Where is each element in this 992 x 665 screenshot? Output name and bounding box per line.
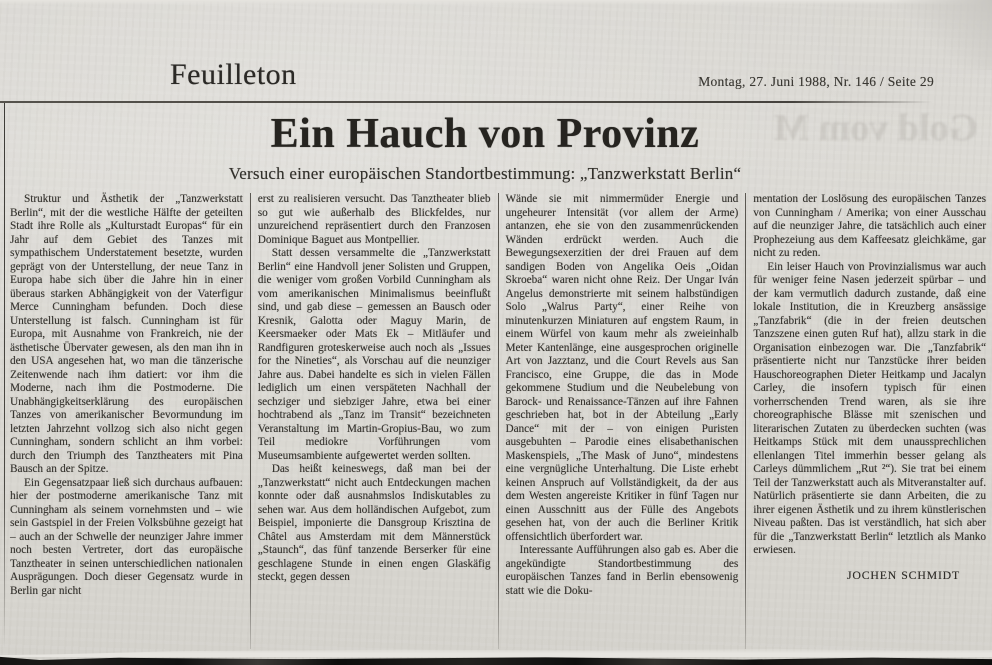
column-divider	[250, 193, 251, 649]
header-divider	[0, 101, 933, 103]
paragraph: Statt dessen versammelte die „Tanzwerkstatt Berlin“ eine Handvoll jener Solisten und Gruppen, die weniger vom großen Vorbild Cunningham als vom amerikanischen Minimalismus beeinflußt sind, und gab diese – gemessen an Bausch oder Kresnik, Galotta oder Maguy Marin, de Keersmaeker oder Mats Ek – Mitläufer und Randfiguren groteskerweise auch noch als „Issues for the Nineties“, als Vorschau auf die neunziger Jahre aus. Dabei handelte es sich in vielen Fällen lediglich um einen verspäteten Nachhall der sechziger und siebziger Jahre, etwa bei einer hochtrabend als „Tanz im Transit“ bezeichneten Veranstaltung im Martin-Gropius-Bau, wo zum Teil mediokre Vorführungen vom Museumsambiente aufgewertet werden sollten.	[257, 247, 491, 462]
article-subhead: Versuch einer europäischen Standortbestimmung: „Tanzwerkstatt Berlin“	[228, 164, 742, 183]
article-column-2	[258, 193, 491, 651]
section-title: Feuilleton	[170, 58, 297, 91]
paper-corner-shade	[872, 0, 992, 70]
column-divider	[498, 193, 499, 649]
paragraph: Das heißt keineswegs, daß man bei der „Tanzwerkstatt“ nicht auch Entdeckungen machen konnte oder daß ausnahmslos Indiskutables zu sehen war. Aus dem holländischen Aufgebot, zum Beispiel, imponierte die Dansgroup Krisztina de Châtel aus Amsterdam mit dem Männerstück „Staunch“, das fünf tanzende Berserker für eine geschlagene Stunde in einen engen Glaskäfig steckt, gegen dessen	[257, 463, 491, 583]
paper-top-edge	[0, 0, 992, 5]
paragraph: Struktur und Ästhetik der „Tanzwerkstatt Berlin“, mit der die westliche Hälfte der geteilten Stadt ihre Rolle als „Kulturstadt Europas“ für ein Jahr auf dem Gebiet des Tanzes mit sympathischem Understatement besetzte, wurden geprägt von der Unterstellung, der neue Tanz in Europa habe sich über die Jahre hin in einer überaus starken Abhängigkeit von der Vaterfigur Merce Cunningham befunden. Doch diese Unterstellung ist falsch. Cunningham ist für Europa, mit Ausnahme von Frankreich, nie der ästhetische Übervater gewesen, als den man ihn in den USA angesehen hat, wo man die tänzerische Zeitenwende nach ihm datiert: vor ihm die Moderne, nach ihm die Postmoderne. Die Unabhängigkeitserklärung des europäischen Tanzes von amerikanischer Bevormundung im letzten Jahrzehnt vollzog sich also nicht gegen Cunningham, sondern schlicht an ihm vorbei: durch den Triumph des Tanztheaters mit Pina Bausch an der Spitze.	[10, 193, 243, 475]
paragraph: Ein leiser Hauch von Provinzialismus war auch für weniger feine Nasen jederzeit spürbar – und der kam vermutlich dadurch zustande, daß eine lokale Institution, die in Kreuzberg ansässige „Tanzfabrik“ (die in der freien deutschen Tanzszene einen guten Ruf hat), allzu stark in die Organisation einbezogen war. Die „Tanzfabrik“ präsentierte nicht nur Tanzstücke ihrer beiden Hauschoreographen Dieter Heitkamp und Jacalyn Carley, die insofern typisch für einen vorherrschenden Trend waren, als sie ihre choreographische Blässe mit szenischen und literarischen Zutaten zu überdecken suchten (was Heitkamps Stück mit dem unaussprechlichen ellenlangen Titel immerhin besser gelang als Carleys dümmlichem „Rut ²“). Sie trat bei einem Teil der Tanzwerkstatt auch als Mitveranstalter auf. Natürlich präsentierte sie dann Arbeiten, die zu ihrer eigenen Ästhetik und zu ihrem künstlerischen Niveau paßten. Das ist verständlich, hat sich aber für die „Tanzwerkstatt Berlin“ letztlich als Manko erwiesen.	[753, 260, 986, 556]
bleed-through-ghost-text: Gold vom M	[773, 107, 978, 149]
paragraph: Interessante Aufführungen also gab es. Aber die angekündigte Standortbestimmung des europäischen Tanzes fand in Berlin ebensowenig statt wie die Doku-	[505, 544, 739, 597]
article-column-3	[506, 193, 739, 651]
paragraph: erst zu realisieren versucht. Das Tanztheater blieb so gut wie außerhalb des Blickfeldes, nur unzureichend repräsentiert durch den Franzosen Dominique Baguet aus Montpellier.	[257, 193, 491, 246]
paragraph: Wände sie mit nimmermüder Energie und ungeheurer Intensität (vor allem der Arme) antanzen, ehe sie von den zusammenrückenden Wänden erdrückt werden. Auch die Bewegungsexerzitien der drei Frauen auf dem sandigen Boden von Angelika Oeis „Oidan Skroeba“ waren nicht ohne Reiz. Der Ungar Iván Angelus demonstrierte mit seinem halbstündigen Solo „Walrus Party“, einer Reihe von minutenkurzen Miniaturen auf engstem Raum, in einem Würfel von kaum mehr als zweieinhalb Meter Kantenlänge, eine ausgesprochen originelle Art von Jazztanz, und die Court Revels aus San Francisco, eine Gruppe, die das in Mode gekommene Studium und die Neubelebung von Barock- und Renaissance-Tänzen auf ihre Fahnen geschrieben hat, bot in der Abteilung „Early Dance“ mit der – von einigen Puristen ausgebuhten – Parodie eines elisabethanischen Maskenspiels, „The Mask of Juno“, mindestens eine vergnügliche Unterhaltung. Die Liste erhebt keinen Anspruch auf Vollständigkeit, da der aus dem Westen angereiste Kritiker in fünf Tagen nur einen Ausschnitt aus der Fülle des Angebots gesehen hat, von der auch die Berliner Kritik offensichtlich überfordert war.	[505, 193, 739, 543]
article-body	[10, 193, 986, 651]
scan-left-edge-line	[4, 103, 5, 649]
paragraph: Ein Gegensatzpaar ließ sich durchaus aufbauen: hier der postmoderne amerikanische Tanz mit Cunningham als seinem vornehmsten und – wie sein Gastspiel in der Freien Volksbühne gezeigt hat – auch an der Schwelle der neunziger Jahre immer noch besten Vertreter, dort das europäische Tanztheater in seinen unterschiedlichen nationalen Ausprägungen. Doch dieser Gegensatz wurde in Berlin gar nicht	[10, 476, 243, 597]
dateline: Montag, 27. Juni 1988, Nr. 146 / Seite 29	[698, 74, 934, 89]
paragraph: mentation der Loslösung des europäischen Tanzes von Cunningham / Amerika; von einer Ausschau auf die neunziger Jahre, die tatsächlich auch einer Prophezeiung aus dem Kaffeesatz gleichkäme, gar nicht zu reden.	[753, 193, 986, 259]
article-column-1	[10, 193, 243, 651]
column-divider	[745, 193, 746, 649]
author-byline: JOCHEN SCHMIDT	[847, 567, 960, 582]
scanner-bottom-band	[0, 656, 992, 665]
article-headline: Ein Hauch von Provinz	[270, 111, 700, 157]
article-column-4	[753, 193, 986, 651]
